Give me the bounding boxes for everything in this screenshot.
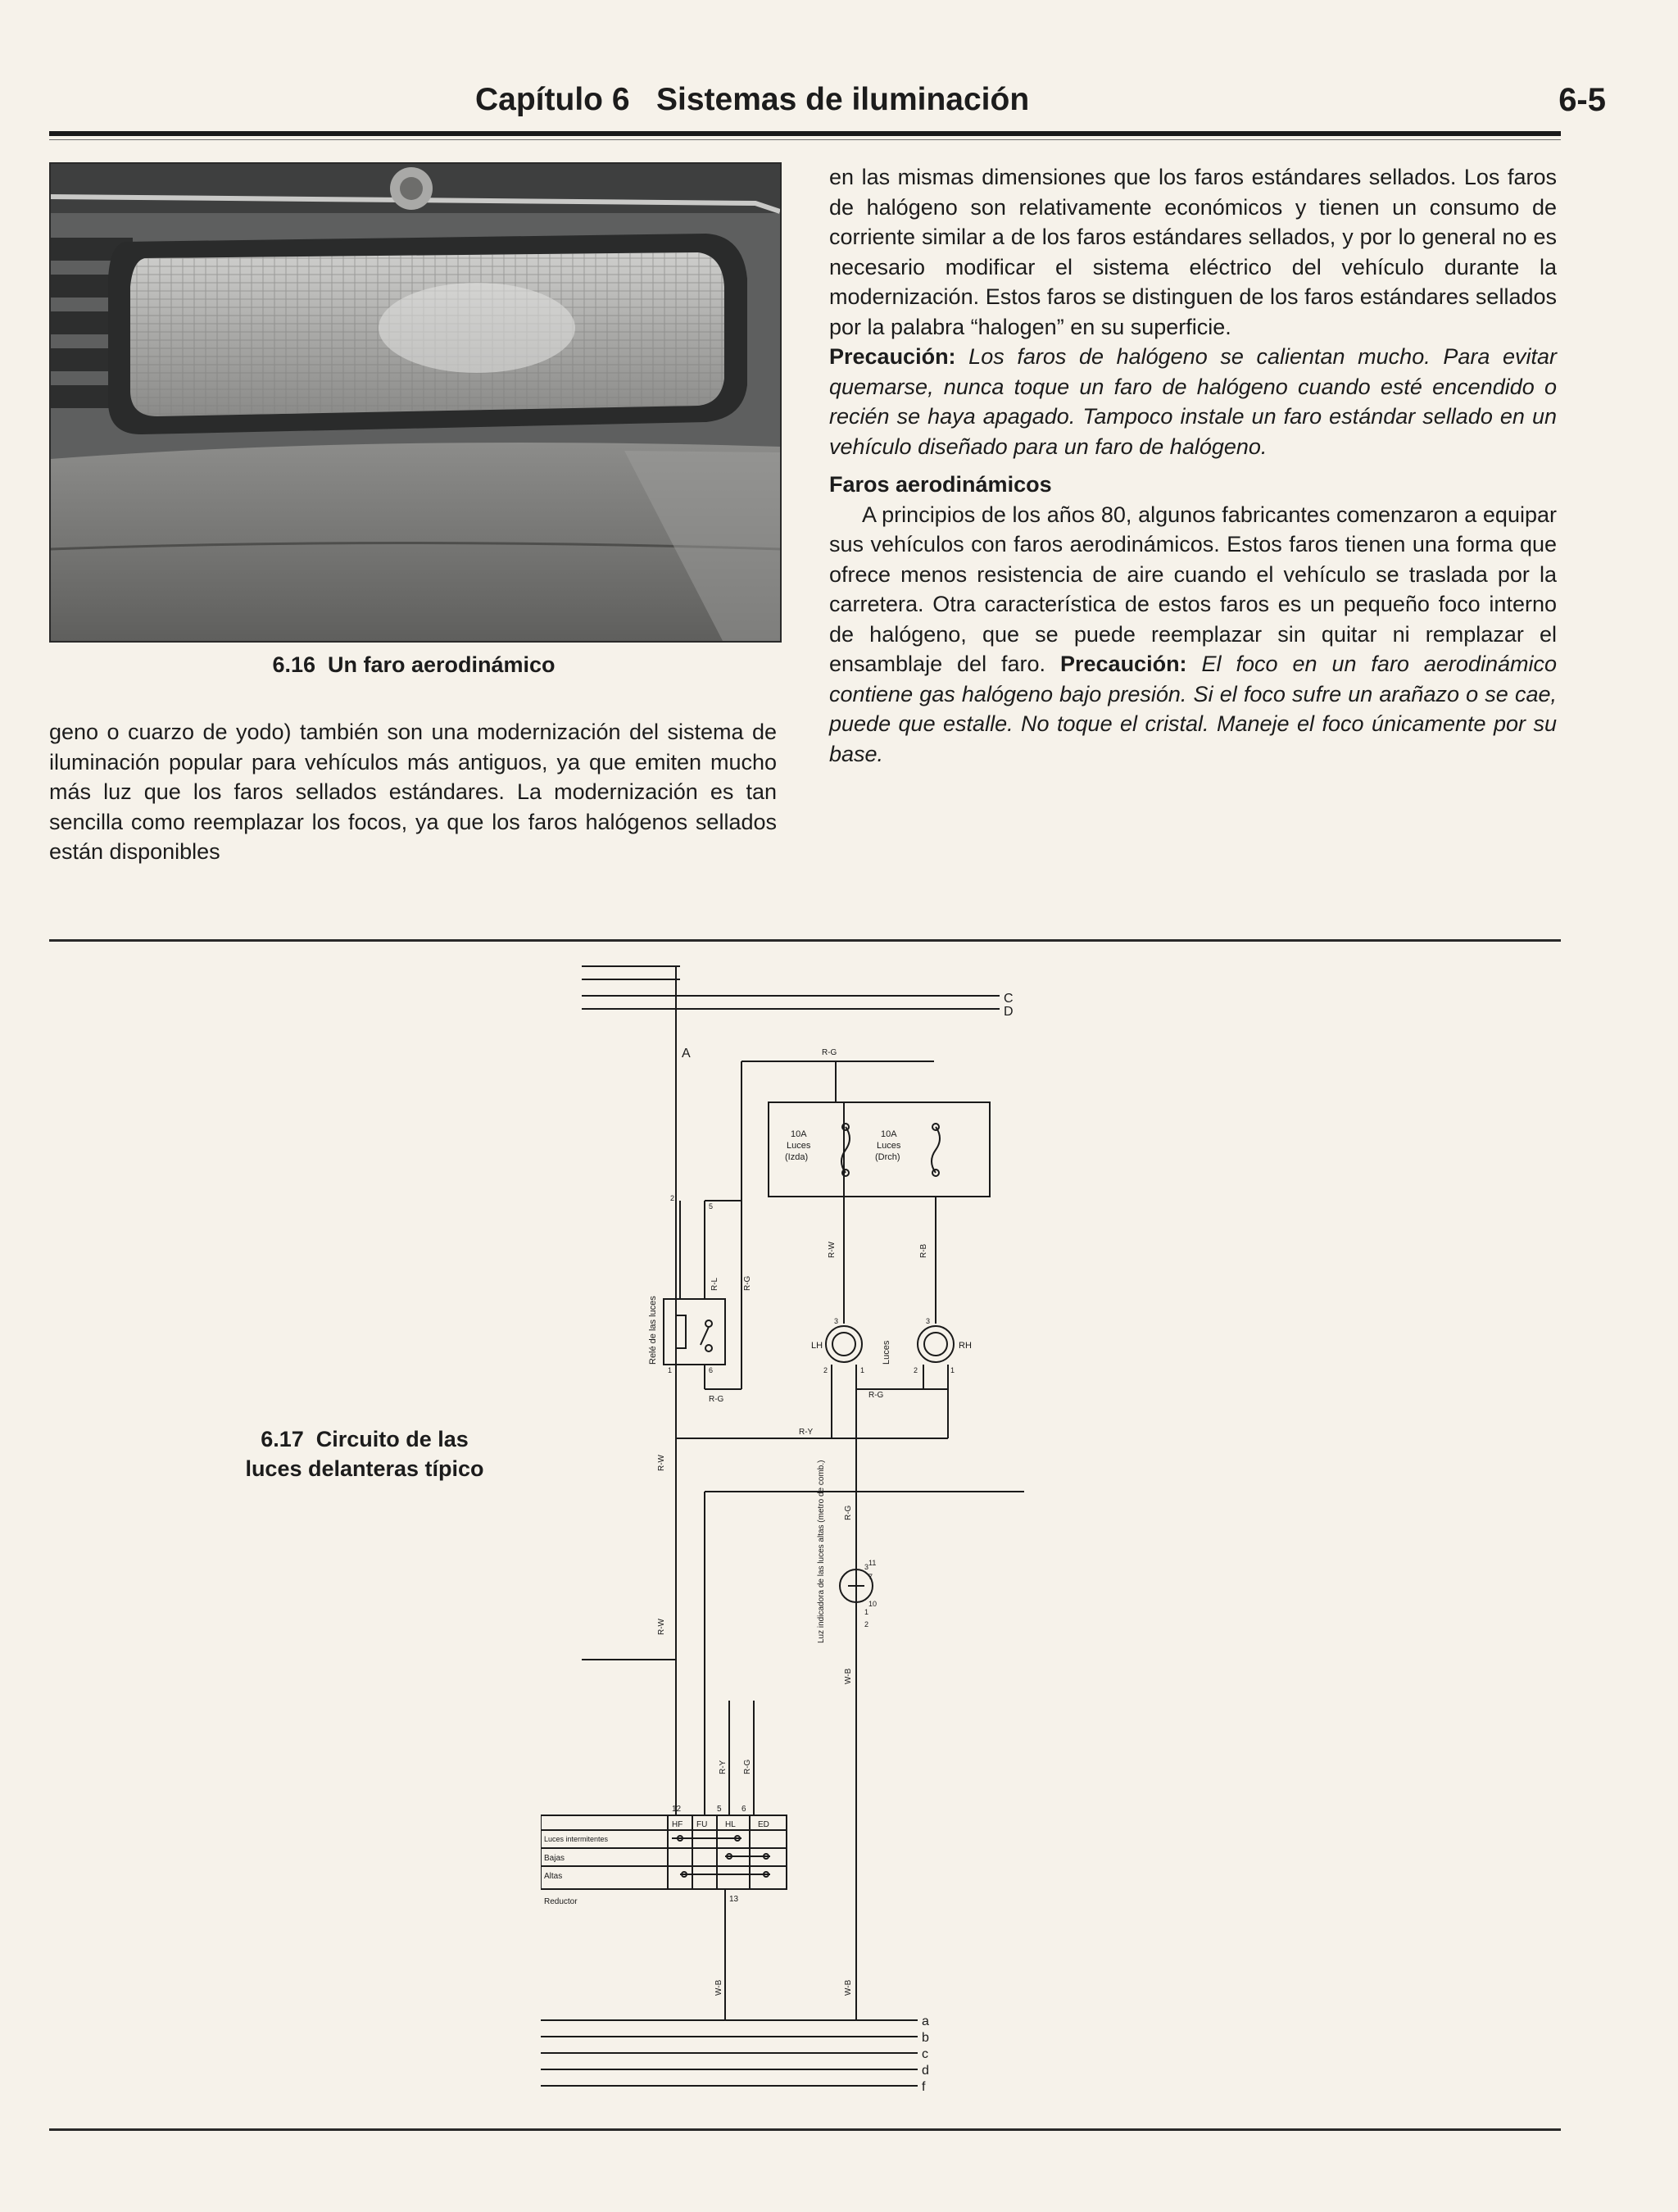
pin-number: 7 xyxy=(868,1573,873,1581)
wire-label-rl: R-L xyxy=(710,1277,719,1291)
wire-label-rg-ind: R-G xyxy=(844,1505,853,1520)
wire-label-rw-switch: R-W xyxy=(657,1619,666,1635)
wire-label-wb-ground: W-B xyxy=(844,1979,853,1996)
wire-label-wb-switch: W-B xyxy=(714,1979,723,1996)
header-rule-thin xyxy=(49,139,1561,140)
switch-row-low: Bajas xyxy=(544,1854,565,1863)
pin-number: 2 xyxy=(823,1366,828,1374)
wire-label-rw-lh: R-W xyxy=(828,1242,837,1258)
aero-text: A principios de los años 80, algunos fabricantes comenzaron a equipar sus vehículos con faros aerodinámicos. Estos faros tienen una forma que ofrece menos resistencia de aire cuando el vehículo se traslada por la carretera. Otra característica de estos faros es un pequeño foco interno de halógeno, que se puede reemplazar sin quitar ni remplazar el ensamblaje del faro. xyxy=(829,502,1557,676)
wire-label-rg-switch: R-G xyxy=(743,1759,752,1774)
bus-label-d-bottom: d xyxy=(922,2064,929,2078)
pin-number: 2 xyxy=(670,1194,675,1202)
pin-number: 10 xyxy=(868,1600,878,1608)
pin-number: 2 xyxy=(864,1620,869,1628)
footer-rule xyxy=(49,2128,1561,2131)
fuse-left-label: Luces xyxy=(787,1141,811,1151)
switch-row-flash: Luces intermitentes xyxy=(544,1835,609,1843)
page-number: 6-5 xyxy=(1558,82,1606,118)
caution-halogen xyxy=(829,342,1557,461)
switch-col-hl: HL xyxy=(725,1820,736,1829)
caution-label-2: Precaución: xyxy=(1060,652,1187,676)
caption-line-1: 6.17 Circuito de las xyxy=(261,1427,469,1451)
fuse-right-side: (Drch) xyxy=(875,1152,900,1162)
lamp-label-lh: LH xyxy=(811,1341,823,1351)
left-paragraph: geno o cuarzo de yodo) también son una modernización del sistema de iluminación popular para vehículos más antiguos, ya que emiten mucho más luz que los faros sellados estándares. La modernización es tan sencilla como reemplazar los focos, ya que los faros halógenos sellados están disponibles xyxy=(49,720,777,864)
switch-pin-5: 5 xyxy=(717,1805,722,1814)
wire-label-rg-relay-out: R-G xyxy=(709,1395,724,1404)
switch-row-high: Altas xyxy=(544,1872,563,1881)
pin-number: 3 xyxy=(834,1317,839,1325)
switch-pin-6: 6 xyxy=(741,1805,746,1814)
lamp-label-rh: RH xyxy=(959,1341,972,1351)
headlight-circuit-diagram xyxy=(541,963,1032,2114)
indicator-label: Luz indicadora de las luces altas (metro de comb.) xyxy=(817,1460,826,1643)
wire-label-wb-ind: W-B xyxy=(844,1668,853,1684)
switch-pin-12: 12 xyxy=(672,1805,682,1814)
section-rule xyxy=(49,939,1561,942)
caution-text-2: El foco en un faro aerodinámico contiene gas halógeno bajo presión. Si el foco sufre un arañazo o se cae, puede que estalle. No toque el cristal. Maneje el foco únicamente por su base. xyxy=(829,652,1557,766)
bus-label-d: D xyxy=(1004,1005,1014,1019)
wire-label-rb-rh: R-B xyxy=(919,1243,928,1258)
pin-number: 1 xyxy=(950,1366,955,1374)
bus-label-a: a xyxy=(922,2014,929,2028)
headlight-photo xyxy=(49,162,782,643)
pin-number: 1 xyxy=(668,1366,673,1374)
pin-number: 1 xyxy=(864,1608,869,1616)
pin-number: 6 xyxy=(709,1366,714,1374)
pin-number: 3 xyxy=(926,1317,931,1325)
pin-number: 11 xyxy=(868,1559,877,1567)
wire-label-rg-relay: R-G xyxy=(743,1275,752,1291)
headlight-photo-illustration xyxy=(51,164,780,641)
pin-number: 2 xyxy=(914,1366,918,1374)
pin-number: 1 xyxy=(860,1366,865,1374)
switch-col-fu: FU xyxy=(696,1820,708,1829)
wire-label-rg-lamp: R-G xyxy=(868,1391,884,1400)
pin-number: 5 xyxy=(709,1202,714,1210)
right-paragraph-1: en las mismas dimensiones que los faros estándares sellados. Los faros de halógeno son relativamente económicos y tienen un consumo de corriente similar a de los faros estándares sellados, y por lo general no es necesario modificar el sistema eléctrico del vehículo durante la modernización. Estos faros se distinguen de los faros estándares sellados por la palabra “halogen” en su superficie. xyxy=(829,165,1557,339)
caption-line-2: luces delanteras típico xyxy=(245,1456,484,1481)
right-paragraph-2 xyxy=(829,500,1557,770)
relay-label: Relé de las luces xyxy=(648,1296,658,1365)
subheading-aero: Faros aerodinámicos xyxy=(829,472,1052,497)
fuse-left-side: (Izda) xyxy=(785,1152,809,1162)
caution-text: Los faros de halógeno se calientan mucho. Para evitar quemarse, nunca toque un faro de halógeno cuando esté encendido o recién se haya apagado. Tampoco instale un faro estándar sellado en un vehículo diseñado para un faro de halógeno. xyxy=(829,344,1557,459)
right-column xyxy=(829,162,1557,769)
pin-number: 3 xyxy=(864,1563,869,1571)
figure-6-17-caption xyxy=(197,1424,533,1483)
bus-label-c: C xyxy=(1004,992,1014,1006)
switch-col-ed: ED xyxy=(758,1820,769,1829)
bus-label-f: f xyxy=(922,2080,926,2094)
figure-6-16-caption: 6.16 Un faro aerodinámico xyxy=(272,652,556,677)
wire-label-rg-top: R-G xyxy=(822,1048,837,1057)
switch-pin-13: 13 xyxy=(729,1895,739,1904)
bus-label-c-bottom: c xyxy=(922,2047,928,2061)
left-column xyxy=(49,717,777,867)
wire-label-a: A xyxy=(682,1047,691,1061)
switch-col-hf: HF xyxy=(672,1820,683,1829)
fuse-right-rating: 10A xyxy=(881,1129,897,1139)
header-rule xyxy=(49,131,1561,136)
wire-label-rw-left: R-W xyxy=(657,1455,666,1471)
caution-label: Precaución: xyxy=(829,344,956,369)
switch-reducer: Reductor xyxy=(544,1897,578,1906)
lamps-label: Luces xyxy=(882,1340,891,1365)
bus-label-b: b xyxy=(922,2031,929,2045)
chapter-title: Capítulo 6 Sistemas de iluminación xyxy=(475,82,1030,117)
wire-label-ry: R-Y xyxy=(799,1428,814,1437)
fuse-right-label: Luces xyxy=(877,1141,901,1151)
wire-label-ry-switch: R-Y xyxy=(719,1760,728,1774)
fuse-left-rating: 10A xyxy=(791,1129,807,1139)
